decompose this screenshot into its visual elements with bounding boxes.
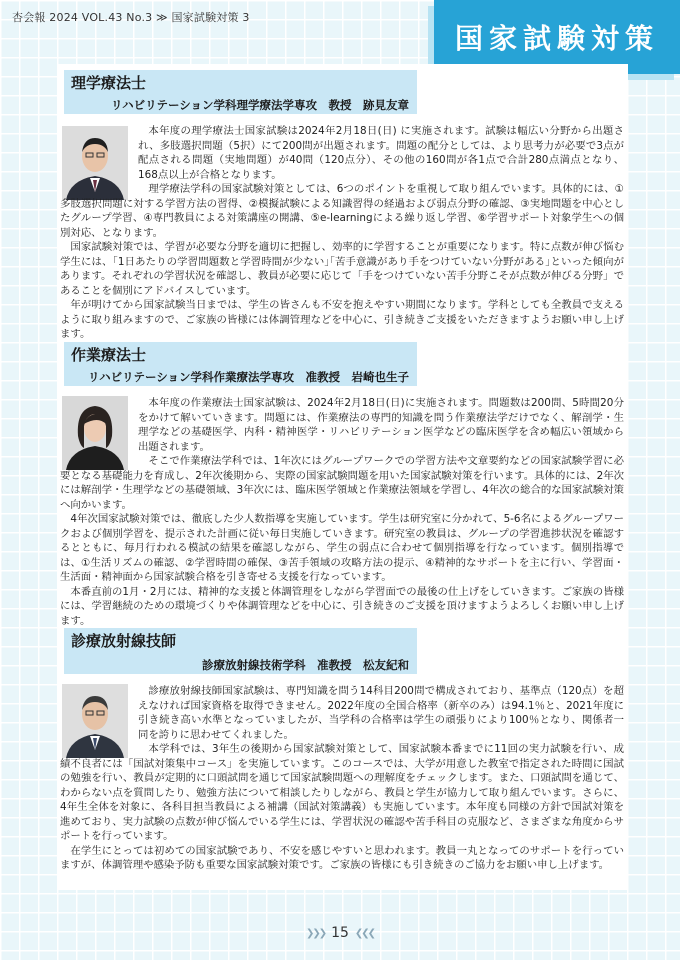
section-author: リハビリテーション学科理学療法学専攻 教授 跡見友章	[111, 98, 409, 112]
chevrons-left-icon: ❯❯❯	[305, 927, 326, 939]
paragraph: そこで作業療法学科では、1年次にはグループワークでの学習方法や文章要約などの国家試験学習に必要となる基礎能力を育成し、2年次後期から、実際の国家試験問題を用いた国家試験対策を行います。具体的には、2年次には解剖学・生理学などの基礎領域、3年次には、臨床医学領域と作業療法領域を学習し、4年次の総合的な国家試験対策へ向かいます。	[60, 455, 624, 511]
section-heading	[64, 342, 417, 386]
page-footer	[0, 918, 680, 948]
paragraph: 本番直前の1月・2月には、精神的な支援と体調管理をしながら学習面での最後の仕上げをしていきます。ご家族の皆様には、学習継続のための環境づくりや体調管理などを中心に、引き続きのご支援を頂けますようよろしくお願い申し上げます。	[60, 585, 624, 627]
issue-header: 杏会報 2024 VOL.43 No.3 ≫ 国家試験対策 3	[12, 11, 250, 24]
paragraph: 理学療法学科の国家試験対策としては、6つのポイントを重視して取り組んでいます。具体的には、①多肢選択問題に対する学習方法の習得、②模擬試験による知識習得の経過および弱点分野の確認、③実地問題を中心としたグループ学習、④専門教員による対策講座の開講、⑤e-learningによる繰り返し学習、⑥学習サポート対象学生への個別対応、となります。	[60, 183, 624, 239]
paragraph: 在学生にとっては初めての国家試験であり、不安を感じやすいと思われます。教員一丸となってのサポートを行っていますが、体調管理や感染予防も重要な国家試験対策です。ご家族の皆様にも引き続きのご協力をお願い申し上げます。	[60, 844, 624, 871]
paragraph: 本年度の作業療法士国家試験は、2024年2月18日(日)に実施されます。問題数は200問、5時間20分をかけて解いていきます。問題には、作業療法の専門的知識を問う作業療法学だけでなく、解剖学・生理学などの基礎医学、内科・精神医学・リハビリテーション医学などの臨床医学を含め幅広い領域から出題されます。	[138, 397, 624, 453]
section-author: リハビリテーション学科作業療法学専攻 准教授 岩崎也生子	[88, 370, 409, 384]
section-title: 作業療法士	[71, 346, 147, 364]
paragraph: 本学科では、3年生の後期から国家試験対策として、国家試験本番までに11回の実力試験を行い、成績不良者には「国試対策集中コース」を実施しています。このコースでは、大学が用意した教室で指定された時間に国試の勉強を行い、教員が定期的に口頭試問を通じて国家試験問題への理解度をチェックします。また、口頭試問を通じて、わからない点を質問したり、勉強方法について相談したりしながら、教員と学生が協力して取り組んでいます。さらに、4年生全体を対象に、各科目担当教員による補講（国試対策講義）も実施しています。本年度も同様の方針で国試対策を進めており、実力試験の点数が伸び悩んでいる学生には、学習状況の確認や苦手科目の克服など、さまざまな角度からサポートを行っています。	[60, 743, 624, 842]
paragraph: 本年度の理学療法士国家試験は2024年2月18日(日) に実施されます。試験は幅広い分野から出題され、多肢選択問題（5択）にて200問が出題されます。問題の配分としては、より思考力が必要で3点が配点される問題（実地問題）が40問（120点分）、その他の160問が各1点で合計280点満点となり、168点以上が合格となります。	[138, 125, 624, 181]
section-heading	[64, 628, 417, 674]
content-panel	[58, 64, 628, 890]
paragraph: 4年次国家試験対策では、徹底した少人数指導を実施しています。学生は研究室に分かれて、5-6名によるグループワークおよび個別学習を、提示された計画に従い毎日実施していきます。研究室の教員は、グループの学習進捗状況を確認するとともに、毎月行われる模試の結果を確認しながら、学生の弱点に合わせて個別指導を行なっています。個別指導では、①生活リズムの確認、②学習時間の確保、③苦手領域の攻略方法の提示、④精神的なサポートを主に行い、学習面・生活面・精神面から国家試験合格を引き寄せる支援を行なっています。	[60, 513, 624, 583]
section-heading	[64, 70, 417, 114]
section-title: 診療放射線技師	[71, 632, 177, 650]
section-title: 理学療法士	[71, 74, 147, 92]
section-body	[60, 124, 624, 342]
paragraph: 国家試験対策では、学習が必要な分野を適切に把握し、効率的に学習することが重要になります。特に点数が伸び悩む学生には、｢1日あたりの学習問題数と学習時間が少ない｣｢苦手意識があり手をつけていない分野がある｣といった傾向があります。それぞれの学習状況を確認し、教員が必要に応じて「手をつけていない苦手分野こそが点数が伸びる分野」であることを個別にアドバイスしています。	[60, 241, 624, 297]
section-author: 診療放射線技術学科 准教授 松友紀和	[202, 658, 409, 672]
paragraph: 年が明けてから国家試験当日までは、学生の皆さんも不安を抱えやすい期間になります。学科としても全教員で支えるように取り組みますので、ご家族の皆様には体調管理などを中心に、引き続きご支援をいただきますようお願い申し上げます。	[60, 299, 624, 340]
paragraph: 診療放射線技師国家試験は、専門知識を問う14科目200問で構成されており、基準点（120点）を超えなければ国家資格を取得できません。2022年度の全国合格率（新卒のみ）は94.1％と、2021年度に引き続き高い水準となっていましたが、当学科の合格率は学生の頑張りにより100％となり、関係者一同を誇りに思わせてくれました。	[138, 685, 624, 741]
section-body	[60, 396, 624, 628]
chevrons-right-icon: ❮❮❮	[354, 927, 375, 939]
page-title-tab: 国家試験対策	[434, 0, 680, 74]
section-body	[60, 684, 624, 873]
page-number: 15	[331, 925, 349, 941]
